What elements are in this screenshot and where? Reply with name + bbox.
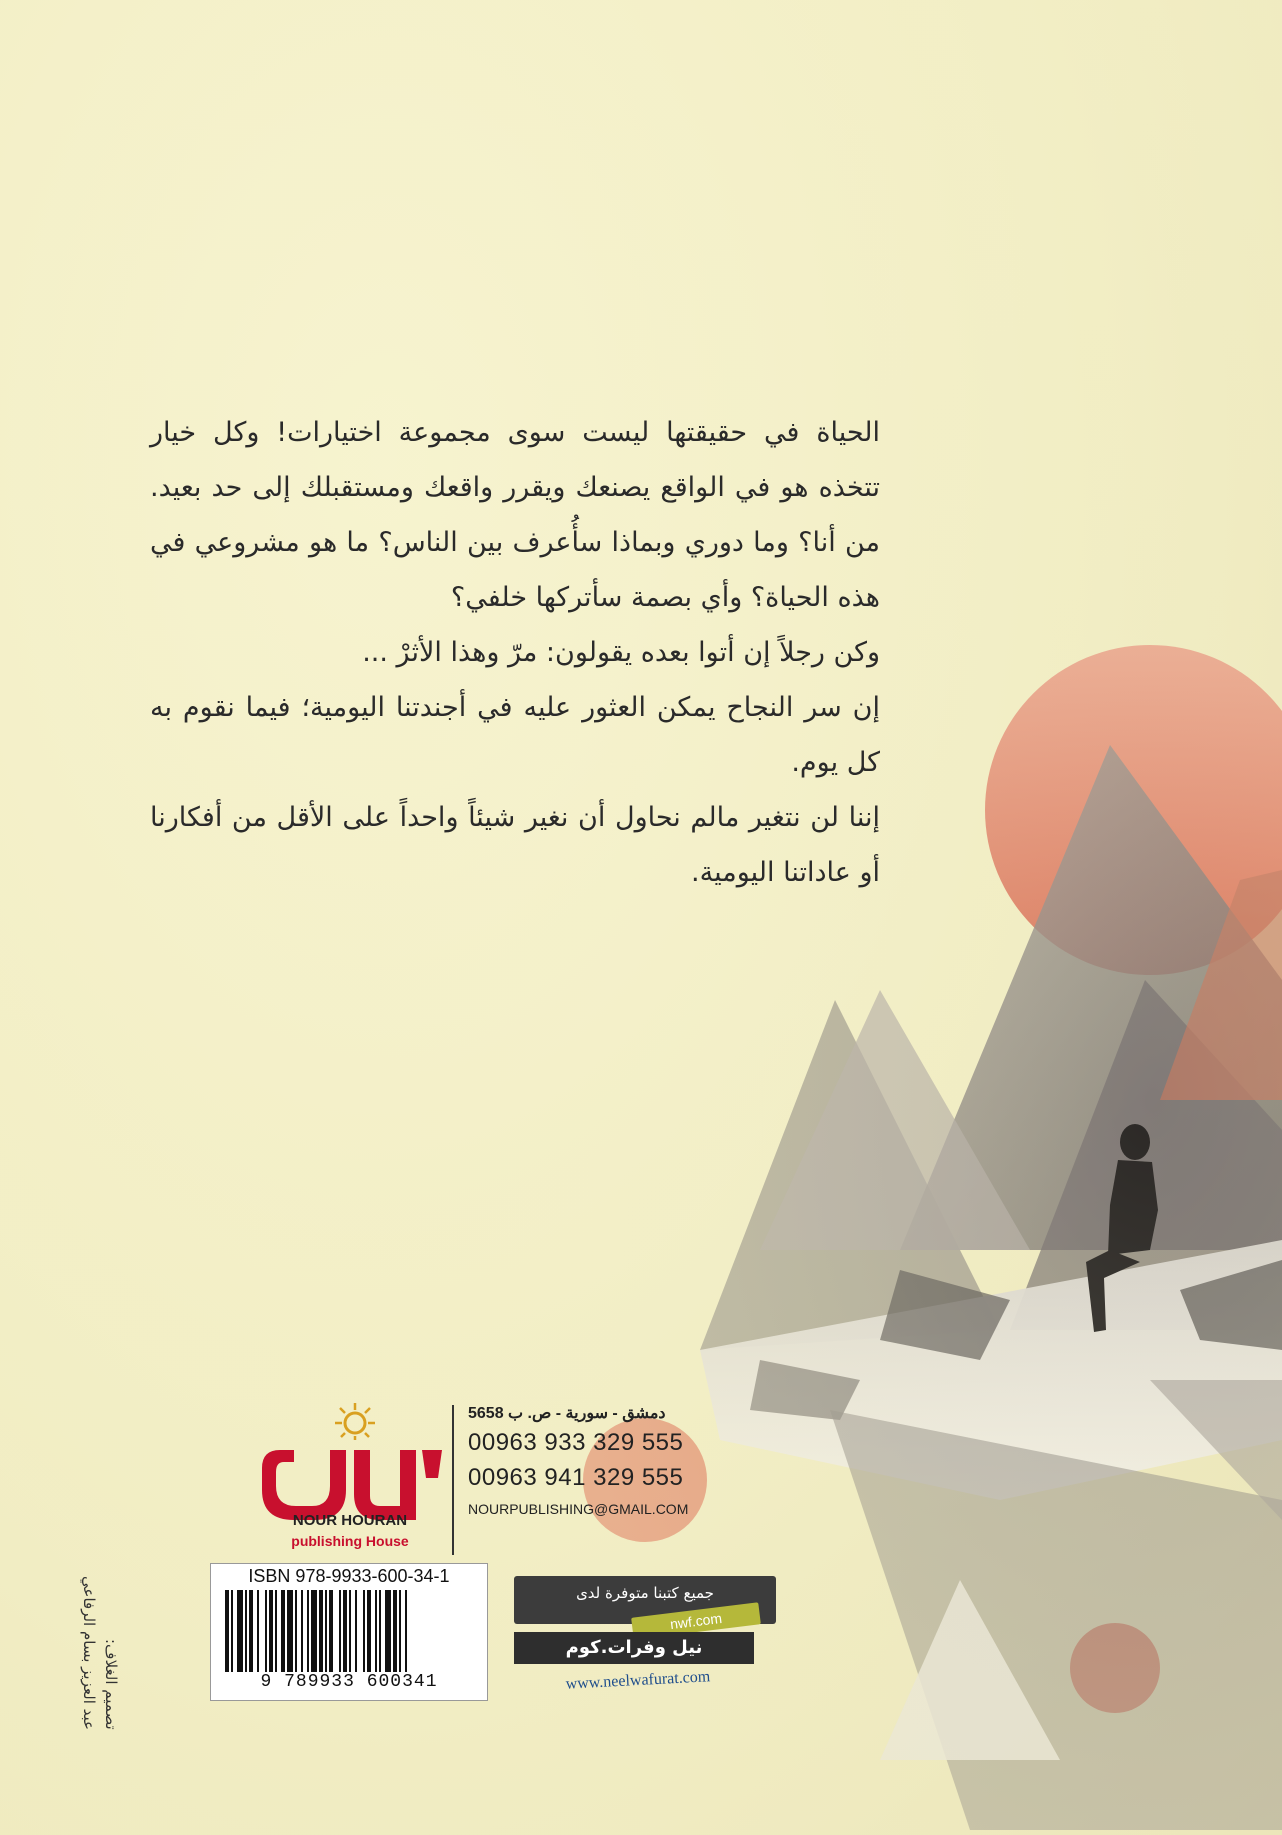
barcode-number: 9 789933 600341: [260, 1672, 438, 1692]
publisher-email: NOURPUBLISHING@GMAIL.COM: [468, 1501, 689, 1517]
blurb-paragraph-1: الحياة في حقيقتها ليست سوى مجموعة اختيارات! وكل خيار تتخذه هو في الواقع يصنعك ويقرر واقعك ومستقبلك إلى حد بعيد. من أنا؟ وما دوري وبماذا سأُعرف بين الناس؟ ما هو مشروعي في هذه الحياة؟ وأي بصمة سأتركها خلفي؟: [150, 417, 880, 613]
blurb-paragraph-3: إن سر النجاح يمكن العثور عليه في أجندتنا اليومية؛ فيما نقوم به كل يوم.: [150, 692, 880, 778]
distributor-badge: [514, 1576, 776, 1702]
blurb-paragraph-4: إننا لن نتغير مالم نحاول أن نغير شيئاً واحداً على الأقل من أفكارنا أو عاداتنا اليومية.: [150, 802, 880, 888]
blurb-paragraph-2: وكن رجلاً إن أتوا بعده يقولون: مرّ وهذا الأثرْ ...: [362, 637, 880, 668]
designer-credit-label: تصميم الغلاف:: [102, 1639, 120, 1730]
designer-credit: [42, 1570, 122, 1730]
distributor-brand: نيل وفرات.كوم: [514, 1632, 754, 1664]
designer-credit-name: عبد العزيز بسام الرفاعي: [80, 1576, 98, 1730]
distributor-url: www.neelwafurat.com: [565, 1668, 711, 1693]
barcode: [210, 1563, 488, 1701]
publisher-address: دمشق - سورية - ص. ب 5658: [468, 1405, 666, 1422]
publisher-phone-2: 00963 941 329 555: [468, 1464, 684, 1491]
publisher-phone-1: 00963 933 329 555: [468, 1429, 684, 1456]
publisher-contact: [468, 1403, 748, 1517]
publisher-subtitle: publishing House: [291, 1533, 409, 1549]
distributor-availability: جميع كتبنا متوفرة لدى: [576, 1584, 714, 1602]
barcode-icon: [225, 1590, 475, 1672]
divider-line: [452, 1405, 454, 1555]
isbn-label: ISBN 978-9933-600-34-1: [248, 1566, 450, 1586]
blurb-text: [150, 405, 880, 900]
publisher-name: NOUR HOURAN: [292, 1512, 408, 1529]
sun-emblem-icon: [335, 1403, 375, 1440]
distributor-tag: nwf.com: [631, 1602, 761, 1639]
